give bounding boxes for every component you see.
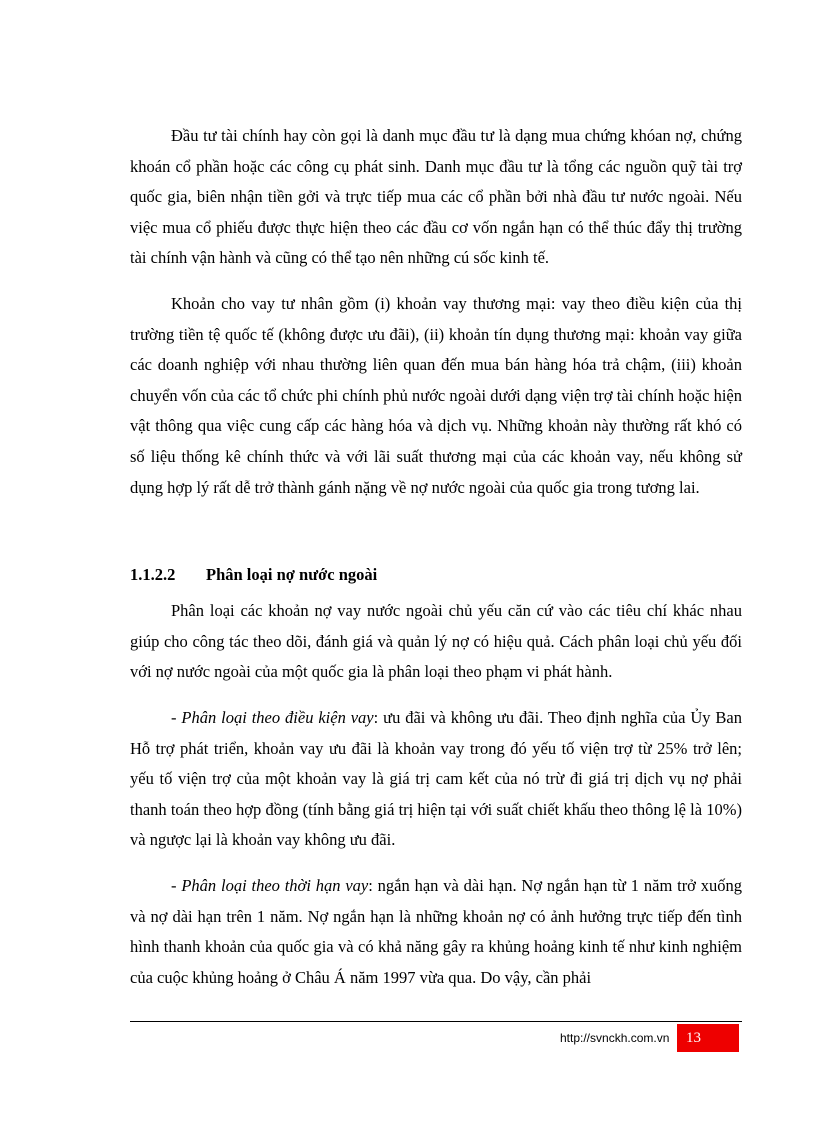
paragraph-classification-by-maturity: [130, 871, 742, 993]
page-number-badge: 13: [677, 1024, 739, 1052]
section-number: 1.1.2.2: [130, 565, 176, 584]
term-maturity-body: : ngắn hạn và dài hạn. Nợ ngắn hạn từ 1 năm trở xuống và nợ dài hạn trên 1 năm. Nợ ngắn hạn là những khoản nợ có ảnh hưởng trực tiếp đến tình hình thanh khoản của quốc gia và có khả năng gây ra khủng hoảng kinh tế như kinh nghiệm của cuộc khủng hoảng ở Châu Á năm 1997 vừa qua. Do vậy, cần phải: [130, 876, 742, 987]
section-title: Phân loại nợ nước ngoài: [206, 565, 378, 584]
term-maturity: Phân loại theo thời hạn vay: [181, 876, 369, 895]
paragraph-financial-investment: Đầu tư tài chính hay còn gọi là danh mục đầu tư là dạng mua chứng khóan nợ, chứng khoán cổ phần hoặc các công cụ phát sinh. Danh mục đầu tư là tổng các nguồn quỹ tài trợ quốc gia, biên nhận tiền gởi và trực tiếp mua các cổ phần bởi nhà đầu tư nước ngoài. Nếu việc mua cổ phiếu được thực hiện theo các đầu cơ vốn ngắn hạn có thể thúc đẩy thị trường tài chính vận hành và cũng có thể tạo nên những cú sốc kinh tế.: [130, 126, 742, 268]
paragraph-classification-intro: Phân loại các khoản nợ vay nước ngoài chủ yếu căn cứ vào các tiêu chí khác nhau giúp cho công tác theo dõi, đánh giá và quản lý nợ có hiệu quả. Cách phân loại chủ yếu đối với nợ nước ngoài của một quốc gia là phân loại theo phạm vi phát hành.: [130, 601, 742, 682]
paragraph-private-loans: Khoản cho vay tư nhân gồm (i) khoản vay thương mại: vay theo điều kiện của thị trường tiền tệ quốc tế (không được ưu đãi), (ii) khoản tín dụng thương mại: khoản vay giữa các doanh nghiệp với nhau thường liên quan đến mua bán hàng hóa trả chậm, (iii) khoản chuyển vốn của các tổ chức phi chính phủ nước ngoài dưới dạng viện trợ tài chính hoặc hiện vật thông qua việc cung cấp các hàng hóa và dịch vụ. Những khoản này thường rất khó có số liệu thống kê chính thức và với lãi suất thương mại của các khoản vay, nếu không sử dụng hợp lý rất dễ trở thành gánh nặng về nợ nước ngoài của quốc gia trong tương lai.: [130, 294, 742, 497]
bullet-dash: -: [171, 708, 182, 727]
footer-link[interactable]: http://svnckh.com.vn: [560, 1031, 670, 1045]
section-heading: [130, 562, 377, 588]
bullet-dash: -: [171, 876, 182, 895]
paragraph-classification-by-terms: [130, 703, 742, 856]
term-conditions-body: : ưu đãi và không ưu đãi. Theo định nghĩa của Ủy Ban Hỗ trợ phát triển, khoản vay ưu đãi là khoản vay trong đó yếu tố viện trợ từ 25% trở lên; yếu tố viện trợ của một khoản vay là giá trị cam kết của nó trừ đi giá trị dịch vụ nợ phải thanh toán theo hợp đồng (tính bằng giá trị hiện tại với suất chiết khấu theo thông lệ là 10%) và ngược lại là khoản vay không ưu đãi.: [130, 708, 742, 850]
term-conditions: Phân loại theo điều kiện vay: [181, 708, 374, 727]
footer-divider: [130, 1021, 742, 1022]
